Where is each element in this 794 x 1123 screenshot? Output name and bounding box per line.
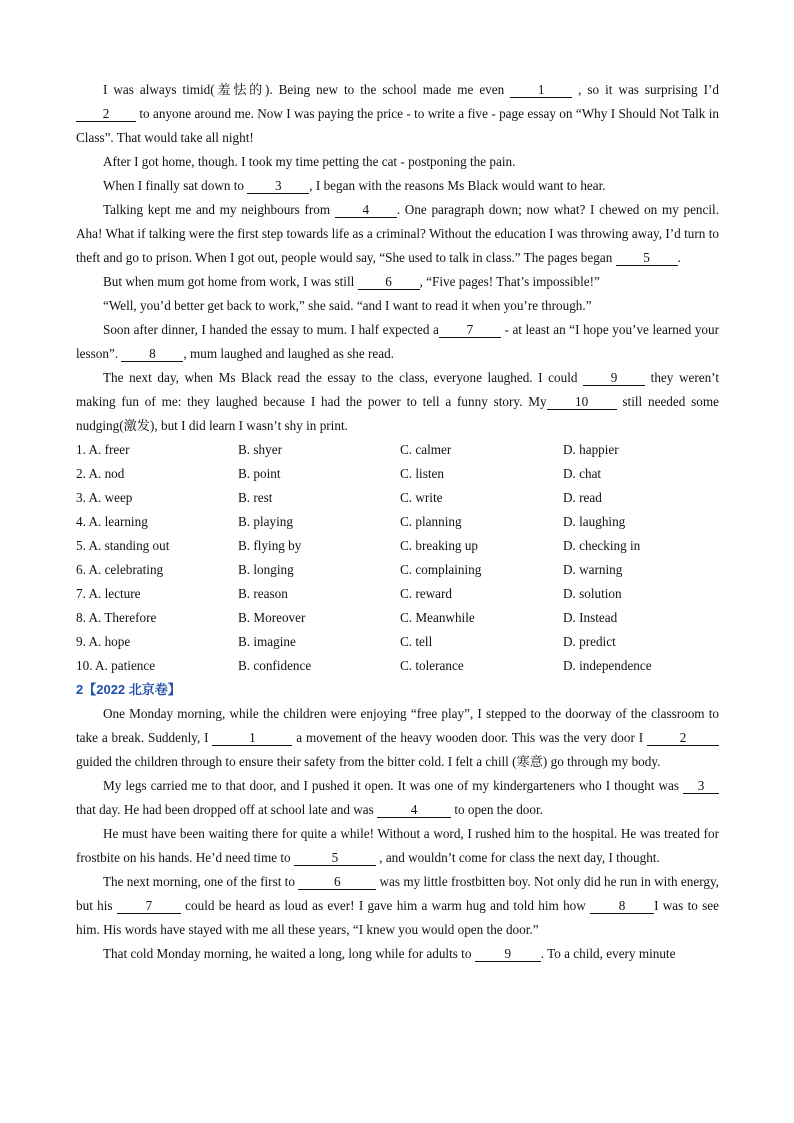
- option-b[interactable]: B. point: [238, 466, 281, 481]
- option-d[interactable]: D. happier: [563, 442, 619, 457]
- option-a[interactable]: 5. A. standing out: [76, 538, 170, 553]
- document-page: [76, 78, 719, 966]
- paragraph: That cold Monday morning, he waited a long, long while for adults to 9 . To a child, every minute: [103, 946, 676, 961]
- option-d[interactable]: D. laughing: [563, 514, 626, 529]
- option-c[interactable]: C. write: [400, 490, 443, 505]
- option-a[interactable]: 6. A. celebrating: [76, 562, 164, 577]
- option-a[interactable]: 10. A. patience: [76, 658, 156, 673]
- paragraph: My legs carried me to that door, and I pushed it open. It was one of my kindergarteners who I thought was 3 that day. He had been dropped off at school late and was 4 to open the door.: [76, 774, 719, 822]
- option-d[interactable]: D. read: [563, 490, 602, 505]
- option-b[interactable]: B. confidence: [238, 658, 312, 673]
- blank-2[interactable]: 2: [647, 730, 719, 746]
- blank-6[interactable]: 6: [358, 274, 420, 290]
- paragraph: Talking kept me and my neighbours from 4 . One paragraph down; now what? I chewed on my pencil. Aha! What if talking were the first step towards life as a criminal? Without the education I was throwing away, I’d turn to theft and go to prison. When I got out, people would say, “She used to talk in class.” The pages began 5 .: [76, 202, 719, 265]
- paragraph: One Monday morning, while the children were enjoying “free play”, I stepped to the doorway of the classroom to take a break. Suddenly, I 1 a movement of the heavy wooden door. This was the very door I 2guided the children through to ensure their safety from the bitter cold. I felt a chill (寒意) go through my body.: [76, 706, 719, 769]
- blank-9[interactable]: 9: [583, 370, 645, 386]
- options-row: [76, 486, 719, 510]
- options-row: [76, 510, 719, 534]
- option-d[interactable]: D. independence: [563, 658, 652, 673]
- option-d[interactable]: D. Instead: [563, 610, 618, 625]
- blank-7[interactable]: 7: [439, 322, 501, 338]
- blank-1[interactable]: 1: [212, 730, 292, 746]
- options-row: [76, 534, 719, 558]
- paragraph: Soon after dinner, I handed the essay to mum. I half expected a 7 - at least an “I hope you’ve learned your lesson”. 8 , mum laughed and laughed as she read.: [76, 322, 719, 361]
- option-b[interactable]: B. longing: [238, 562, 294, 577]
- blank-4[interactable]: 4: [335, 202, 397, 218]
- option-c[interactable]: C. tell: [400, 634, 433, 649]
- blank-5[interactable]: 5: [616, 250, 678, 266]
- options-row: [76, 558, 719, 582]
- option-b[interactable]: B. flying by: [238, 538, 302, 553]
- option-a[interactable]: 8. A. Therefore: [76, 610, 157, 625]
- options-row: [76, 630, 719, 654]
- paragraph: I was always timid(羞怯的). Being new to the school made me even 1 , so it was surprising I’d 2 to anyone around me. Now I was paying the price - to write a five - page essay on “Why I Should Not Talk in Class”. That would take all night!: [76, 82, 719, 145]
- blank-8[interactable]: 8: [590, 898, 654, 914]
- option-b[interactable]: B. imagine: [238, 634, 296, 649]
- paragraph: He must have been waiting there for quite a while! Without a word, I rushed him to the hospital. He was treated for frostbite on his hands. He’d need time to 5 , and wouldn’t come for class the next day, I thought.: [76, 826, 719, 865]
- blank-10[interactable]: 10: [547, 394, 617, 410]
- option-d[interactable]: D. solution: [563, 586, 622, 601]
- blank-3[interactable]: 3: [683, 778, 719, 794]
- blank-2[interactable]: 2: [76, 106, 136, 122]
- blank-5[interactable]: 5: [294, 850, 376, 866]
- blank-7[interactable]: 7: [117, 898, 181, 914]
- section-title: 2【2022 北京卷】: [76, 682, 181, 697]
- option-a[interactable]: 1. A. freer: [76, 442, 130, 457]
- option-c[interactable]: C. calmer: [400, 442, 452, 457]
- option-c[interactable]: C. reward: [400, 586, 452, 601]
- option-c[interactable]: C. tolerance: [400, 658, 464, 673]
- blank-4[interactable]: 4: [377, 802, 451, 818]
- blank-3[interactable]: 3: [247, 178, 309, 194]
- option-c[interactable]: C. breaking up: [400, 538, 479, 553]
- option-d[interactable]: D. predict: [563, 634, 616, 649]
- option-a[interactable]: 9. A. hope: [76, 634, 131, 649]
- paragraph: The next day, when Ms Black read the essay to the class, everyone laughed. I could 9 they weren’t making fun of me: they laughed because I had the power to tell a funny story. My 10 still needed some nudging(激发), but I did learn I wasn’t shy in print.: [76, 370, 720, 433]
- paragraph: But when mum got home from work, I was still 6 , “Five pages! That’s impossible!”: [103, 274, 600, 289]
- paragraph: “Well, you’d better get back to work,” she said. “and I want to read it when you’re through.”: [103, 298, 592, 313]
- option-a[interactable]: 2. A. nod: [76, 466, 125, 481]
- option-b[interactable]: B. rest: [238, 490, 273, 505]
- option-a[interactable]: 4. A. learning: [76, 514, 148, 529]
- option-a[interactable]: 7. A. lecture: [76, 586, 141, 601]
- blank-8[interactable]: 8: [121, 346, 183, 362]
- option-c[interactable]: C. complaining: [400, 562, 482, 577]
- option-c[interactable]: C. Meanwhile: [400, 610, 475, 625]
- option-b[interactable]: B. shyer: [238, 442, 282, 457]
- option-b[interactable]: B. playing: [238, 514, 293, 529]
- blank-1[interactable]: 1: [510, 82, 572, 98]
- options-row: [76, 438, 719, 462]
- paragraph: After I got home, though. I took my time petting the cat - postponing the pain.: [103, 154, 516, 169]
- option-b[interactable]: B. Moreover: [238, 610, 306, 625]
- paragraph: The next morning, one of the first to 6 was my little frostbitten boy. Not only did he run in with energy, but his 7 could be heard as loud as ever! I gave him a warm hug and told him how 8 I was to see him. His words have stayed with me all these years, “I knew you would open the door.”: [76, 874, 719, 937]
- options-row: [76, 654, 719, 678]
- option-d[interactable]: D. warning: [563, 562, 623, 577]
- option-d[interactable]: D. checking in: [563, 538, 641, 553]
- blank-9[interactable]: 9: [475, 946, 541, 962]
- option-a[interactable]: 3. A. weep: [76, 490, 133, 505]
- blank-6[interactable]: 6: [298, 874, 376, 890]
- options-row: [76, 606, 719, 630]
- options-row: [76, 582, 719, 606]
- paragraph: When I finally sat down to 3 , I began with the reasons Ms Black would want to hear.: [103, 178, 606, 193]
- option-c[interactable]: C. listen: [400, 466, 444, 481]
- options-row: [76, 462, 719, 486]
- options-list: [76, 438, 719, 678]
- option-d[interactable]: D. chat: [563, 466, 602, 481]
- option-c[interactable]: C. planning: [400, 514, 462, 529]
- option-b[interactable]: B. reason: [238, 586, 288, 601]
